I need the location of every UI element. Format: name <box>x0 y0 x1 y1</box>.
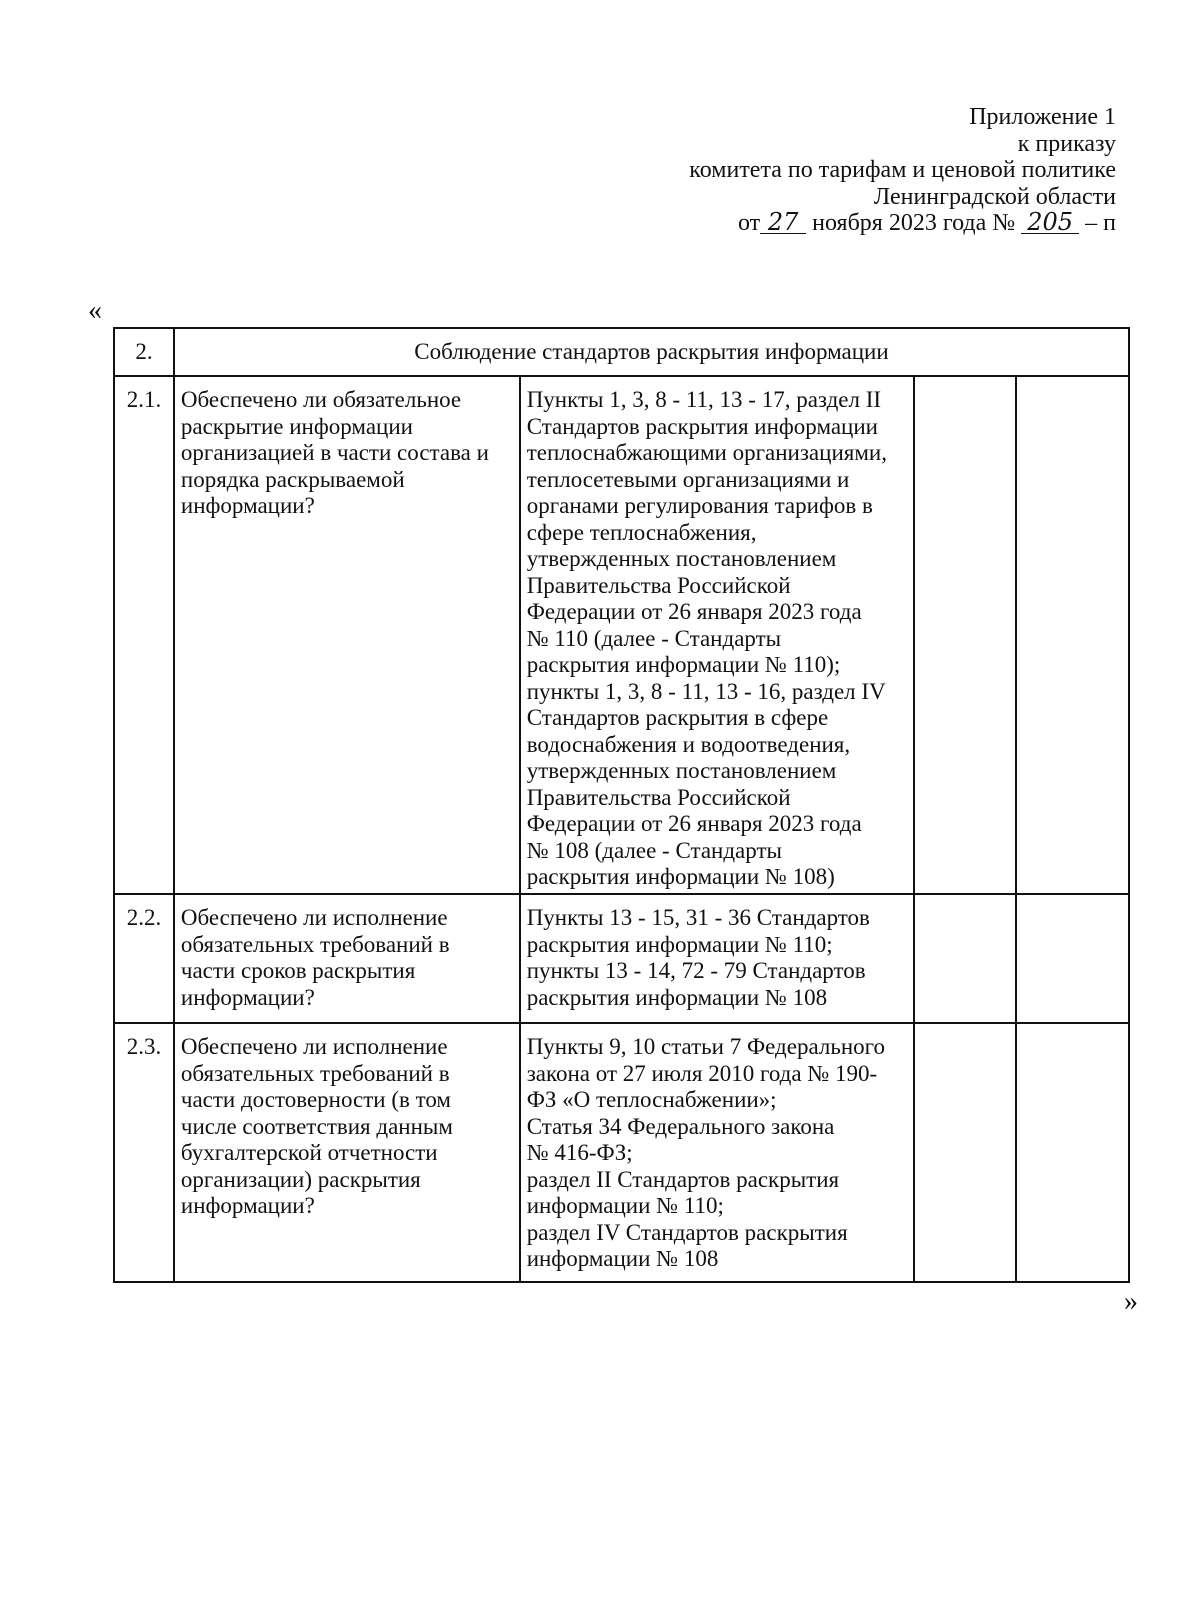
text-line: Пункты 9, 10 статьи 7 Федерального <box>526 1034 886 1059</box>
row-reference <box>520 376 914 894</box>
text-line: порядка раскрываемой <box>180 466 405 492</box>
appendix-title: Приложение 1 <box>969 104 1116 130</box>
text-line: Обеспечено ли исполнение <box>180 1034 448 1059</box>
row-answer-cell <box>914 894 1016 1023</box>
text-line: обязательных требований в <box>180 1060 450 1086</box>
text-line: № 110 (далее - Стандарты <box>526 625 782 651</box>
text-line: утвержденных постановлением <box>526 546 837 571</box>
text-line: ФЗ «О теплоснабжении»; <box>526 1087 777 1112</box>
text-line: информации? <box>180 493 315 518</box>
section-header-row <box>114 328 1129 376</box>
text-line: Обеспечено ли исполнение <box>180 905 448 930</box>
row-question <box>174 376 520 894</box>
row-answer-cell <box>914 1023 1016 1282</box>
text-line: Федерации от 26 января 2023 года <box>526 599 862 624</box>
row-question <box>174 894 520 1023</box>
appendix-header <box>689 104 1116 237</box>
committee-name: комитета по тарифам и ценовой политике <box>689 157 1116 183</box>
text-line: водоснабжения и водоотведения, <box>526 731 851 757</box>
text-line: Федерации от 26 января 2023 года <box>526 811 862 836</box>
section-number: 2. <box>114 328 174 376</box>
row-number: 2.2. <box>114 894 174 1023</box>
text-line: утвержденных постановлением <box>526 758 837 783</box>
text-line: информации? <box>180 1193 315 1218</box>
text-line: части сроков раскрытия <box>180 958 416 983</box>
text-line: бухгалтерской отчетности <box>180 1140 438 1165</box>
text-line: части достоверности (в том <box>180 1087 451 1112</box>
text-line: Стандартов раскрытия в сфере <box>526 705 829 730</box>
text-line: № 108 (далее - Стандарты <box>526 837 782 863</box>
text-line: организацией в части состава и <box>180 440 489 465</box>
text-line: № 416-ФЗ; <box>526 1140 633 1165</box>
text-line: Обеспечено ли обязательное <box>180 387 462 412</box>
text-line: органами регулирования тарифов в <box>526 493 873 518</box>
text-line: Правительства Российской <box>526 784 791 810</box>
row-reference <box>520 894 914 1023</box>
handwritten-day: 27 <box>760 211 806 234</box>
row-reference <box>520 1023 914 1282</box>
text-line: раскрытия информации № 108) <box>526 864 835 889</box>
row-question <box>174 1023 520 1282</box>
order-reference: к приказу <box>1017 130 1116 157</box>
text-line: пункты 13 - 14, 72 - 79 Стандартов <box>526 958 866 983</box>
text-line: Правительства Российской <box>526 572 791 598</box>
row-note-cell <box>1016 1023 1129 1282</box>
region-name: Ленинградской области <box>873 183 1116 210</box>
text-line: раскрытия информации № 110; <box>526 931 833 957</box>
text-line: информации № 110; <box>526 1193 724 1218</box>
text-line: информации? <box>180 984 315 1010</box>
text-line: раскрытия информации № 108 <box>526 984 828 1010</box>
text-line: Статья 34 Федерального закона <box>526 1113 835 1139</box>
text-line: раскрытия информации № 110); <box>526 652 841 677</box>
closing-quote: » <box>1124 1286 1138 1317</box>
text-line: обязательных требований в <box>180 931 450 957</box>
text-line: сфере теплоснабжения, <box>526 519 757 545</box>
text-line: раздел IV Стандартов раскрытия <box>526 1219 848 1245</box>
text-line: пункты 1, 3, 8 - 11, 13 - 16, раздел IV <box>526 678 886 704</box>
text-line: раскрытие информации <box>180 413 413 439</box>
order-suffix: – п <box>1085 210 1116 236</box>
text-line: раздел II Стандартов раскрытия <box>526 1166 840 1192</box>
text-line: теплосетевыми организациями и <box>526 466 850 492</box>
table-row <box>114 376 1129 894</box>
text-line: Пункты 13 - 15, 31 - 36 Стандартов <box>526 905 870 930</box>
text-line: числе соответствия данным <box>180 1113 453 1139</box>
table-row <box>114 1023 1129 1282</box>
opening-quote: « <box>88 295 102 326</box>
row-answer-cell <box>914 376 1016 894</box>
handwritten-order-number: 205 <box>1021 211 1079 234</box>
text-line: информации № 108 <box>526 1246 719 1271</box>
table-row <box>114 894 1129 1023</box>
text-line: организации) раскрытия <box>180 1166 421 1192</box>
section-title: Соблюдение стандартов раскрытия информации <box>174 328 1129 376</box>
order-date-line <box>689 210 1116 237</box>
disclosure-standards-table <box>113 327 1130 1283</box>
row-note-cell <box>1016 894 1129 1023</box>
row-note-cell <box>1016 376 1129 894</box>
row-number: 2.1. <box>114 376 174 894</box>
text-line: Стандартов раскрытия информации <box>526 413 878 439</box>
text-line: Пункты 1, 3, 8 - 11, 13 - 17, раздел II <box>526 387 882 412</box>
row-number: 2.3. <box>114 1023 174 1282</box>
text-line: закона от 27 июля 2010 года № 190- <box>526 1060 878 1086</box>
date-prefix: от <box>737 210 761 236</box>
date-middle: ноября 2023 года № <box>812 210 1016 236</box>
text-line: теплоснабжающими организациями, <box>526 440 887 465</box>
